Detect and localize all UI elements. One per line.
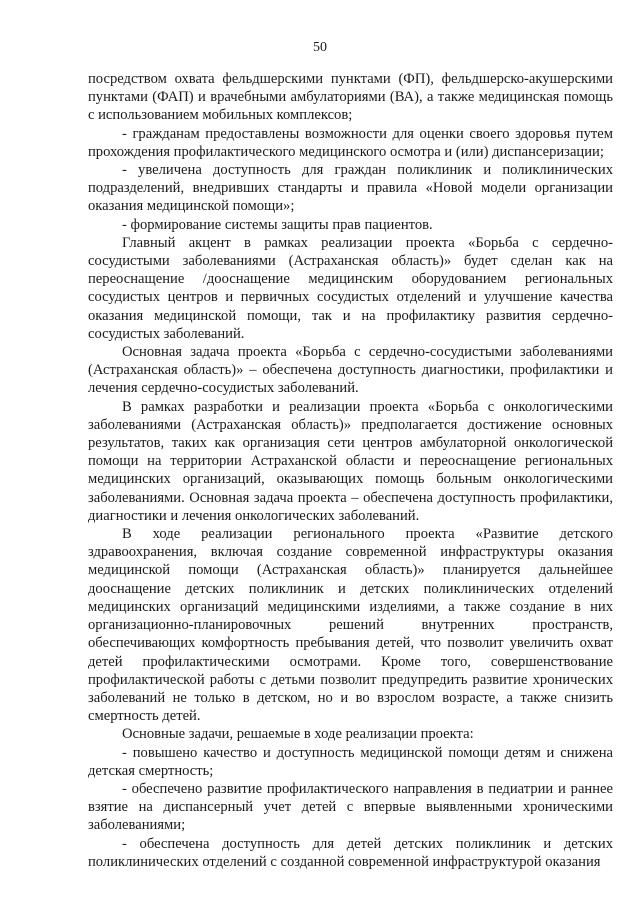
paragraph: Главный акцент в рамках реализации проекта «Борьба с сердечно-сосудистыми заболеваниями (Астраханская область)» будет сделан как на переоснащение /дооснащение медицинским оборудованием региональных сосудистых центров и первичных сосудистых отделений и улучшение качества оказания медицинской помощи, так и на профилактику развития сердечно-сосудистых заболеваний. [88,234,613,342]
list-item: - обеспечено развитие профилактического направления в педиатрии и раннее взятие на диспансерный учет детей с впервые выявленными хроническими заболеваниями; [88,780,613,834]
document-body [88,70,613,871]
paragraph: посредством охвата фельдшерскими пунктами (ФП), фельдшерско-акушерскими пунктами (ФАП) и врачебными амбулаториями (ВА), а также медицинская помощь с использованием мобильных комплексов; [88,71,613,124]
paragraph: Основная задача проекта «Борьба с сердечно-сосудистыми заболеваниями (Астраханская область)» – обеспечена доступность диагностики, профилактики и лечения сердечно-сосудистых заболеваний. [88,344,613,397]
paragraph: Основные задачи, решаемые в ходе реализации проекта: [122,726,474,743]
list-item: - обеспечена доступность для детей детских поликлиник и детских поликлинических отделений с созданной современной инфраструктурой оказания [88,835,613,870]
list-item: - увеличена доступность для граждан поликлиник и поликлинических подразделений, внедривших стандарты и правила «Новой модели организации оказания медицинской помощи»; [88,162,613,215]
list-item: - гражданам предоставлены возможности для оценки своего здоровья путем прохождения профилактического медицинского осмотра и (или) диспансеризации; [88,125,613,160]
list-item: - повышено качество и доступность медицинской помощи детям и снижена детская смертность; [88,744,613,779]
paragraph: В рамках разработки и реализации проекта «Борьба с онкологическими заболеваниями (Астраханская область)» предполагается достижение основных результатов, таких как организация сети центров амбулаторной онкологической помощи на территории Астраханской области и переоснащение региональных медицинских организаций, оказывающих помощь больным онкологическими заболеваниями. Основная задача проекта – обеспечена доступность профилактики, диагностики и лечения онкологических заболеваний. [88,398,613,524]
paragraph: В ходе реализации регионального проекта «Развитие детского здравоохранения, включая создание современной инфраструктуры оказания медицинской помощи (Астраханская область)» планируется дальнейшее дооснащение детских поликлиник и детских поликлинических отделений медицинских организаций медицинскими изделиями, а также создание в них организационно-планировочных решений внутренних пространств, обеспечивающих комфортность пребывания детей, что позволит увеличить охват детей профилактическими осмотрами. Кроме того, совершенствование профилактической работы с детьми позволит предупредить развитие хронических заболеваний не только в детском, но и во взрослом возрасте, а также снизить смертность детей. [88,526,613,725]
list-item: - формирование системы защиты прав пациентов. [122,216,433,233]
page-number: 50 [313,40,327,55]
